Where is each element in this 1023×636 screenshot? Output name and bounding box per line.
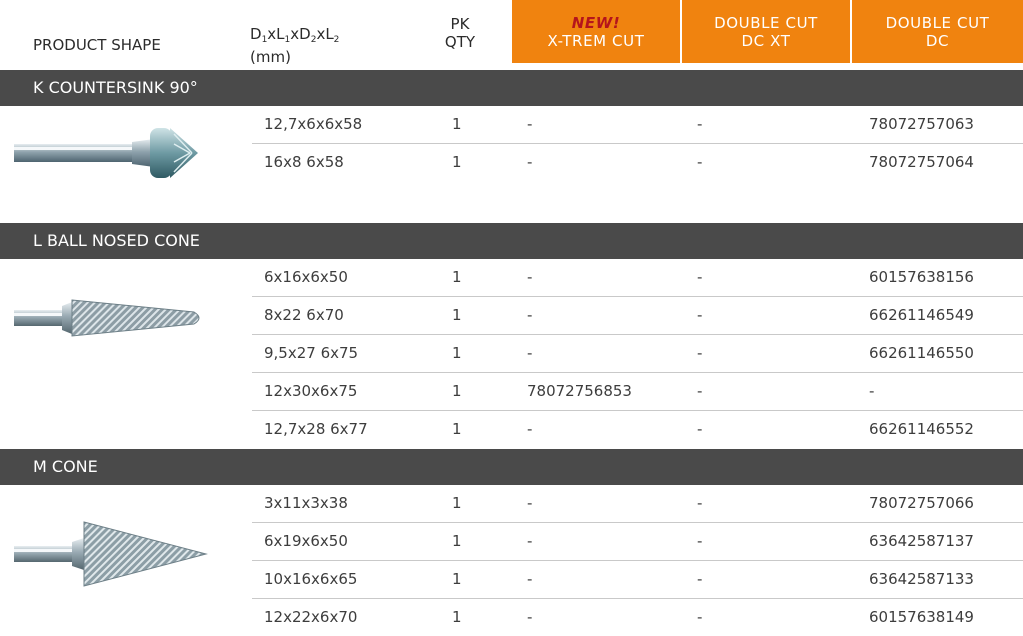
table-row: 12,7x6x6x58 1 - - 78072757063 — [252, 106, 1023, 144]
new-badge: NEW! — [571, 13, 621, 32]
table-row: 6x16x6x50 1 - - 60157638156 — [252, 259, 1023, 297]
column-header-dimensions: $D_1xL_1xD_2xL_2$ (mm) — [250, 25, 340, 66]
table-row: 12x30x6x75 1 78072756853 - - — [252, 373, 1023, 411]
column-header-xtrem-cut: NEW! X-TREM CUT — [512, 0, 680, 63]
ball-nosed-cone-burr-icon — [14, 290, 224, 350]
cone-burr-icon — [14, 518, 224, 588]
column-header-double-cut-dc: DOUBLE CUT DC — [852, 0, 1023, 63]
table-row: 8x22 6x70 1 - - 66261146549 — [252, 297, 1023, 335]
table-row: 12,7x28 6x77 1 - - 66261146552 — [264, 420, 974, 438]
table-row: 6x19x6x50 1 - - 63642587137 — [252, 523, 1023, 561]
table-row: 12x22x6x70 1 - - 60157638149 — [264, 608, 974, 626]
table-row: 9,5x27 6x75 1 - - 66261146550 — [252, 335, 1023, 373]
column-header-pk-qty: PK QTY — [444, 14, 476, 51]
column-header-double-cut-dc-xt: DOUBLE CUT DC XT — [682, 0, 850, 63]
countersink-burr-icon — [14, 118, 224, 198]
column-header-product-shape: PRODUCT SHAPE — [33, 36, 161, 54]
table-row: 16x8 6x58 1 - - 78072757064 — [264, 153, 974, 171]
section-header-m-cone: M CONE — [0, 449, 1023, 485]
section-header-k-countersink: K COUNTERSINK 90° — [0, 70, 1023, 106]
section-header-l-ball-nosed-cone: L BALL NOSED CONE — [0, 223, 1023, 259]
table-row: 3x11x3x38 1 - - 78072757066 — [252, 485, 1023, 523]
table-row: 10x16x6x65 1 - - 63642587133 — [252, 561, 1023, 599]
